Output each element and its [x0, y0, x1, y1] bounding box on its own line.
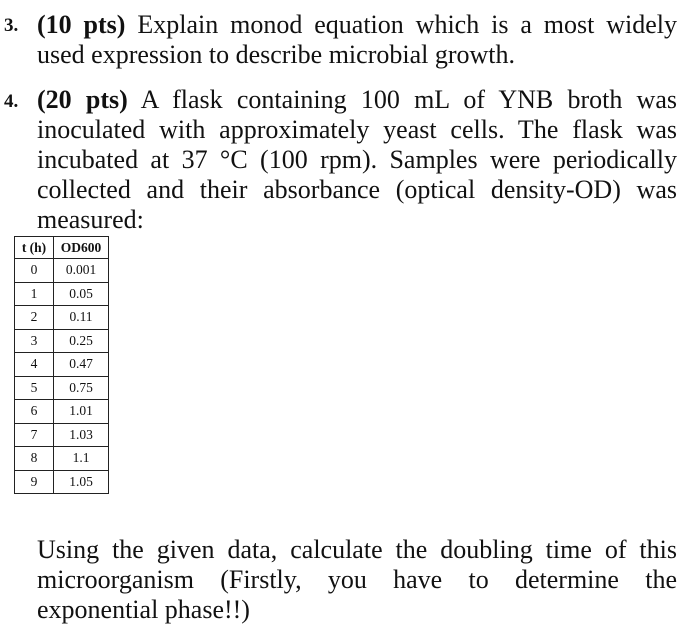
table-row	[15, 400, 109, 424]
table-row	[15, 329, 109, 353]
table-cell-od: 1.03	[54, 423, 109, 447]
table-cell-od: 0.25	[54, 329, 109, 353]
question-3-line-2: used expression to describe microbial growth.	[37, 40, 515, 69]
table-header-time: t (h)	[15, 237, 54, 259]
task-line-3: exponential phase!!)	[37, 595, 250, 624]
table-cell-od: 0.11	[54, 306, 109, 330]
question-3-line-1: (10 pts) Explain monod equation which is a most widely	[37, 10, 678, 39]
table-cell-time: 4	[15, 353, 54, 377]
table-cell-time: 6	[15, 400, 54, 424]
table-row	[15, 306, 109, 330]
question-4-points: (20 pts)	[37, 85, 128, 114]
task-line-2: microorganism (Firstly, you have to determine the	[37, 565, 677, 594]
table-row	[15, 447, 109, 471]
table-cell-time: 9	[15, 470, 54, 494]
table-header-od600: OD600	[54, 237, 109, 259]
table-cell-time: 8	[15, 447, 54, 471]
table-cell-od: 1.05	[54, 470, 109, 494]
table-cell-od: 0.001	[54, 259, 109, 283]
question-3-number: 3.	[4, 15, 19, 36]
table-row	[15, 259, 109, 283]
table-cell-time: 1	[15, 282, 54, 306]
table-cell-od: 1.01	[54, 400, 109, 424]
table-cell-od: 0.05	[54, 282, 109, 306]
task-line-1: Using the given data, calculate the doubling time of this	[37, 535, 677, 564]
table-row	[15, 470, 109, 494]
table-row	[15, 376, 109, 400]
table-header-row	[15, 237, 109, 259]
question-3-points: (10 pts)	[37, 10, 126, 39]
question-4-line-2: inoculated with approximately yeast cells. The flask was	[37, 115, 677, 144]
question-4-line-5: measured:	[37, 205, 144, 234]
od600-table	[14, 236, 109, 494]
table-row	[15, 282, 109, 306]
question-4-line-1: (20 pts) A flask containing 100 mL of YNB broth was	[37, 85, 677, 114]
table-row	[15, 423, 109, 447]
table-row	[15, 353, 109, 377]
question-4-number: 4.	[4, 91, 19, 112]
table-cell-time: 0	[15, 259, 54, 283]
question-4-line-3: incubated at 37 °C (100 rpm). Samples were periodically	[37, 145, 677, 174]
table-cell-time: 7	[15, 423, 54, 447]
table-cell-time: 3	[15, 329, 54, 353]
table-cell-od: 0.75	[54, 376, 109, 400]
table-cell-od: 1.1	[54, 447, 109, 471]
question-4-line-4: collected and their absorbance (optical density-OD) was	[37, 175, 677, 204]
table-cell-time: 2	[15, 306, 54, 330]
table-cell-od: 0.47	[54, 353, 109, 377]
table-cell-time: 5	[15, 376, 54, 400]
